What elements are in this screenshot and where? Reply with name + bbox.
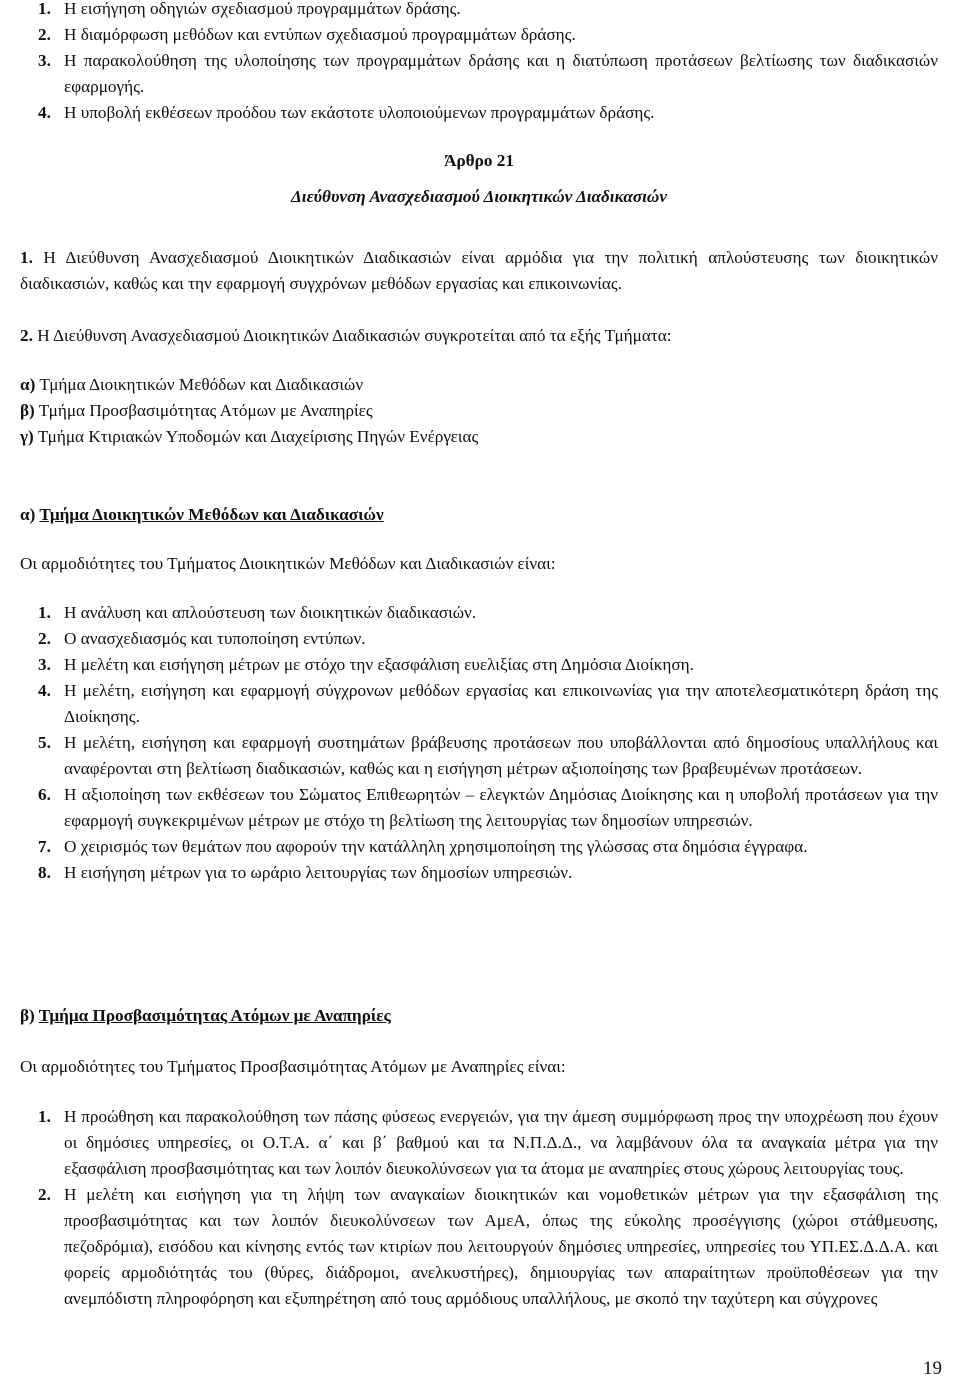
list-item-text: Η εισήγηση οδηγιών σχεδιασμού προγραμμάτων δράσης.: [64, 0, 461, 18]
section-a-intro: Οι αρμοδιότητες του Τμήματος Διοικητικών Μεθόδων και Διαδικασιών είναι:: [20, 554, 556, 573]
list-item: [19, 0, 938, 22]
list-item: [19, 1182, 938, 1312]
paragraph-number: 1.: [20, 248, 33, 267]
paragraph-2: [20, 323, 938, 349]
list-item-number: 3.: [38, 51, 51, 70]
list-item-text: Η μελέτη, εισήγηση και εφαρμογή συστημάτων βράβευσης προτάσεων που υποβάλλονται από δημοσίους υπαλλήλους και αναφέρονται στη βελτίωση διαδικασιών, καθώς και η εισήγηση μέτρων αξιοποίησης των βραβευμένων προτάσεων.: [64, 733, 938, 778]
list-item-text: Η προώθηση και παρακολούθηση των πάσης φύσεως ενεργειών, για την άμεση συμμόρφωση προς την υποχρέωση που έχουν οι δημόσιες υπηρεσίες, οι Ο.Τ.Α. α΄ και β΄ βαθμού και τα Ν.Π.Δ.Δ., να λαμβάνουν όλα τα αναγκαία μέτρα για την εξασφάλιση προσβασιμότητας και των λοιπόν διευκολύνσεων για τα άτομα με αναπηρίες στους χώρους λειτουργίας τους.: [64, 1107, 938, 1178]
departments-list: [20, 372, 938, 450]
list-item-text: Η διαμόρφωση μεθόδων και εντύπων σχεδιασμού προγραμμάτων δράσης.: [64, 25, 576, 44]
list-item: [19, 782, 938, 834]
list-item-number: 7.: [38, 837, 51, 856]
paragraph-text: Η Διεύθυνση Ανασχεδιασμού Διοικητικών Διαδικασιών συγκροτείται από τα εξής Τμήματα:: [37, 326, 672, 345]
article-subtitle: Διεύθυνση Ανασχεδιασμού Διοικητικών Διαδικασιών: [291, 187, 667, 206]
department-item: [20, 424, 938, 450]
list-item-number: 5.: [38, 733, 51, 752]
list-item-text: Η αξιοποίηση των εκθέσεων του Σώματος Επιθεωρητών – ελεγκτών Δημόσιας Διοίκησης και η υποβολή προτάσεων για την εφαρμογή συγκεκριμένων μέτρων με στόχο τη βελτίωση της λειτουργίας των δημοσίων υπηρεσιών.: [64, 785, 938, 830]
page-number: 19: [923, 1358, 942, 1379]
list-item: [19, 626, 938, 652]
section-title: Τμήμα Διοικητικών Μεθόδων και Διαδικασιών: [39, 505, 384, 524]
list-item: [19, 834, 938, 860]
article-title: Άρθρο 21: [444, 151, 514, 170]
paragraph-number: 2.: [20, 326, 33, 345]
department-item: [20, 398, 938, 424]
list-item: [19, 1104, 938, 1182]
list-item-text: Η υποβολή εκθέσεων προόδου των εκάστοτε υλοποιούμενων προγραμμάτων δράσης.: [64, 103, 655, 122]
list-item-number: 4.: [38, 681, 51, 700]
list-item-text: Η μελέτη και εισήγηση μέτρων με στόχο την εξασφάλιση ευελιξίας στη Δημόσια Διοίκηση.: [64, 655, 694, 674]
section-b-list: [19, 1104, 938, 1312]
section-label: β): [20, 1006, 35, 1025]
list-item: [19, 652, 938, 678]
list-item-text: Η μελέτη, εισήγηση και εφαρμογή σύγχρονων μεθόδων εργασίας και επικοινωνίας για την αποτελεσματικότερη δράση της Διοίκησης.: [64, 681, 938, 726]
list-item-number: 3.: [38, 655, 51, 674]
list-item-text: Η παρακολούθηση της υλοποίησης των προγραμμάτων δράσης και η διατύπωση προτάσεων βελτίωσης των διαδικασιών εφαρμογής.: [64, 51, 938, 96]
list-item-number: 6.: [38, 785, 51, 804]
list-item: [19, 730, 938, 782]
department-label: α): [20, 375, 36, 394]
intro-list: [19, 0, 938, 126]
list-item-text: Ο ανασχεδιασμός και τυποποίηση εντύπων.: [64, 629, 366, 648]
list-item-number: 2.: [38, 629, 51, 648]
section-a-heading: [20, 502, 938, 528]
section-a-list: [19, 600, 938, 886]
section-label: α): [20, 505, 36, 524]
department-item: [20, 372, 938, 398]
paragraph-1: [20, 245, 938, 297]
list-item-number: 4.: [38, 103, 51, 122]
section-b-intro: Οι αρμοδιότητες του Τμήματος Προσβασιμότητας Ατόμων με Αναπηρίες είναι:: [20, 1057, 566, 1076]
list-item: [19, 100, 938, 126]
section-title: Τμήμα Προσβασιμότητας Ατόμων με Αναπηρίες: [38, 1006, 391, 1025]
department-label: β): [20, 401, 35, 420]
list-item-number: 8.: [38, 863, 51, 882]
list-item-text: Η ανάλυση και απλούστευση των διοικητικών διαδικασιών.: [64, 603, 477, 622]
paragraph-text: Η Διεύθυνση Ανασχεδιασμού Διοικητικών Διαδικασιών είναι αρμόδια για την πολιτική απλούστευσης των διοικητικών διαδικασιών, καθώς και την εφαρμογή συγχρόνων μεθόδων εργασίας και επικοινωνίας.: [20, 248, 939, 293]
list-item: [19, 22, 938, 48]
list-item-number: 1.: [38, 603, 51, 622]
department-name: Τμήμα Διοικητικών Μεθόδων και Διαδικασιών: [39, 375, 364, 394]
list-item-number: 2.: [38, 1185, 51, 1204]
list-item-number: 2.: [38, 25, 51, 44]
list-item: [19, 600, 938, 626]
department-label: γ): [20, 427, 34, 446]
list-item-number: 1.: [38, 0, 51, 18]
list-item-text: Η εισήγηση μέτρων για το ωράριο λειτουργίας των δημοσίων υπηρεσιών.: [64, 863, 573, 882]
list-item-text: Ο χειρισμός των θεμάτων που αφορούν την κατάλληλη χρησιμοποίηση της γλώσσας στα δημόσια έγγραφα.: [64, 837, 808, 856]
section-b-heading: [20, 1003, 938, 1029]
list-item: [19, 860, 938, 886]
list-item-number: 1.: [38, 1107, 51, 1126]
list-item: [19, 48, 938, 100]
department-name: Τμήμα Προσβασιμότητας Ατόμων με Αναπηρίες: [38, 401, 373, 420]
list-item: [19, 678, 938, 730]
department-name: Τμήμα Κτιριακών Υποδομών και Διαχείρισης Πηγών Ενέργειας: [37, 427, 479, 446]
list-item-text: Η μελέτη και εισήγηση για τη λήψη των αναγκαίων διοικητικών και νομοθετικών μέτρων για την εξασφάλιση της προσβασιμότητας και των λοιπόν διευκολύνσεων των ΑμεΑ, όπως της εύκολης προσέγγισης (χώροι στάθμευσης, πεζοδρόμια), εισόδου και κίνησης εντός των κτιρίων που λειτουργούν δημόσιες υπηρεσίες, υπηρεσίες του ΥΠ.ΕΣ.Δ.Δ.Α. και φορείς αρμοδιότητάς του (θύρες, διάδρομοι, ανελκυστήρες), δημιουργίας των απαραίτητων προϋποθέσεων για την ανεμπόδιστη πληροφόρηση και εξυπηρέτηση από τους αρμόδιους υπαλλήλους, με σκοπό την ταχύτερη και σύγχρονες: [64, 1185, 938, 1308]
